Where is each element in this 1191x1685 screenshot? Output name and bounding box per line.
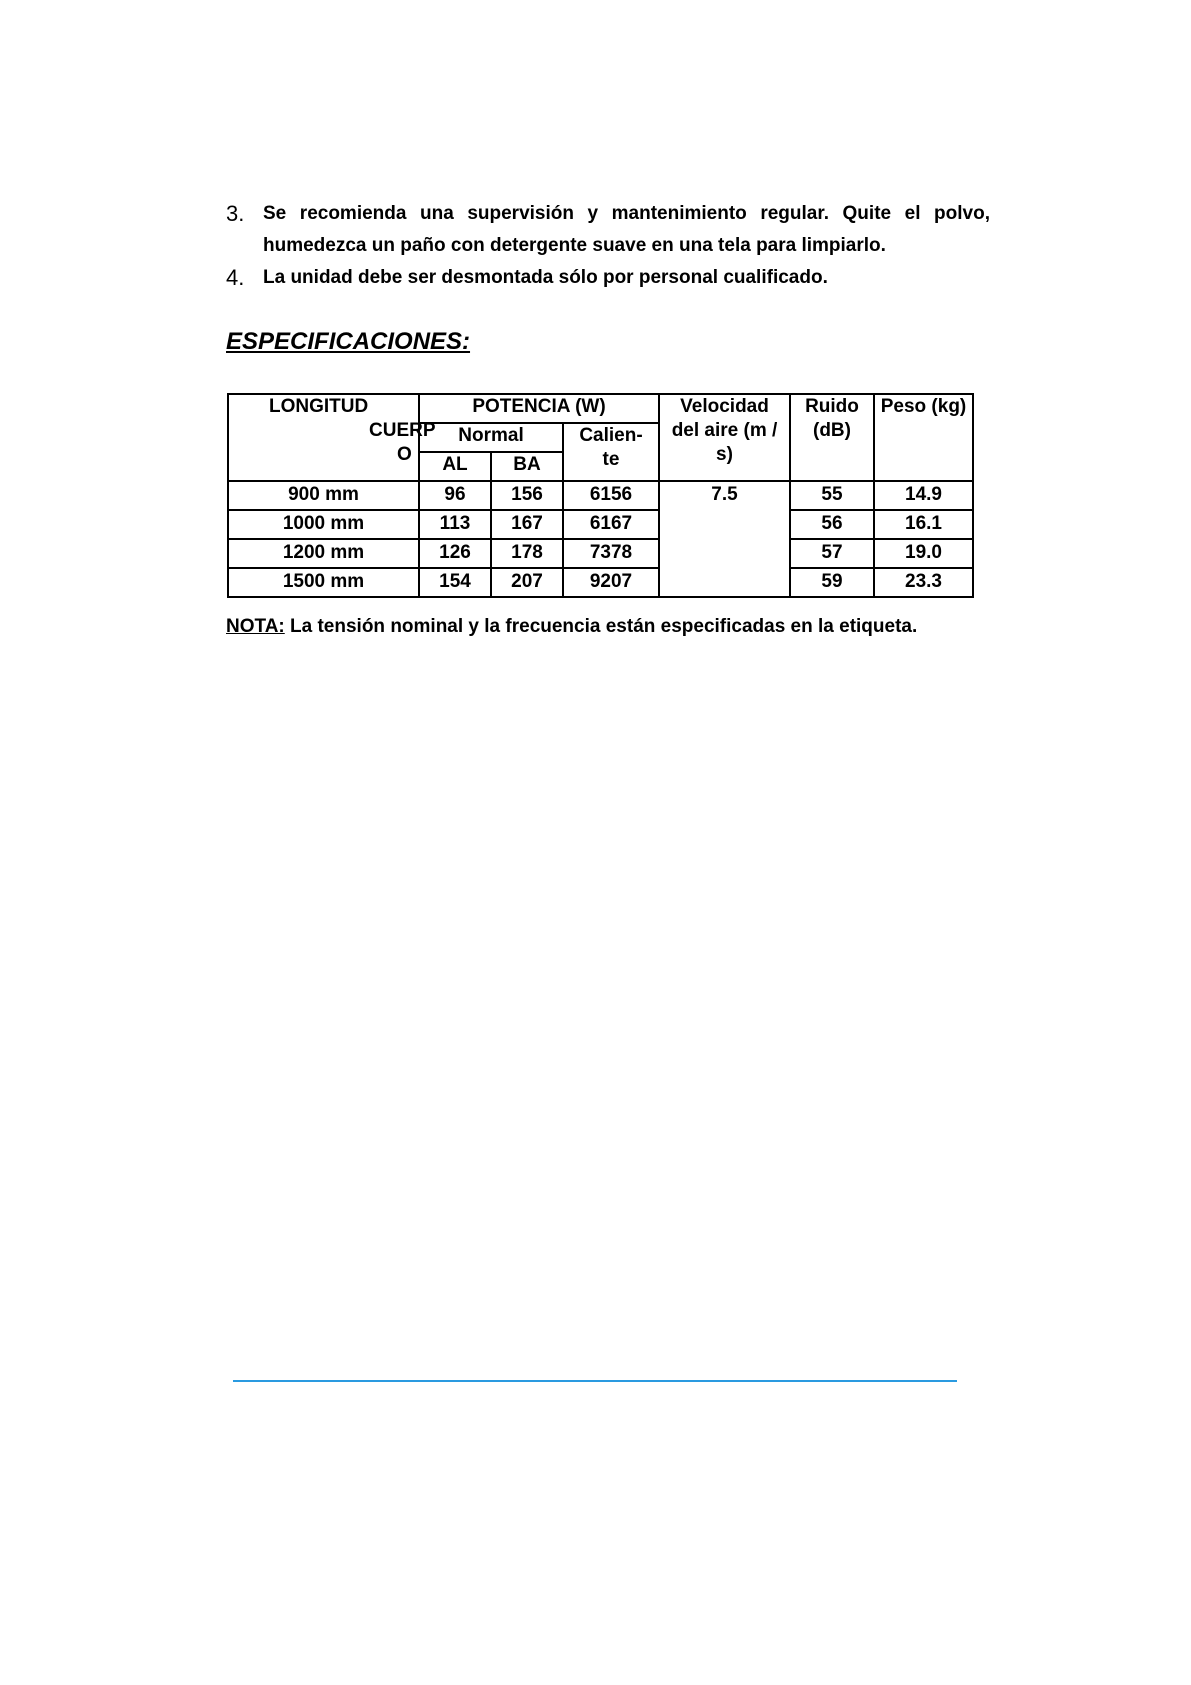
section-title: ESPECIFICACIONES: — [226, 328, 471, 355]
cell-weight: 16.1 — [874, 510, 973, 539]
cell-hot: 6156 — [563, 481, 659, 510]
list-number-3: 3. — [226, 201, 245, 226]
list-item-4 — [226, 262, 990, 294]
cell-ba: 207 — [491, 568, 563, 597]
list-text-3: Se recomienda una supervisión y mantenimiento regular. Quite el polvo, humedezca un paño con detergente suave en una tela para limpiarlo. — [263, 203, 990, 256]
cell-length: 1200 mm — [228, 539, 419, 568]
table-row — [228, 539, 973, 568]
cell-noise: 56 — [790, 510, 874, 539]
cell-noise: 59 — [790, 568, 874, 597]
cell-al: 113 — [419, 510, 491, 539]
header-noise: Ruido (dB) — [790, 394, 874, 481]
table-row — [228, 510, 973, 539]
cell-length: 900 mm — [228, 481, 419, 510]
cell-al: 126 — [419, 539, 491, 568]
list-number-4: 4. — [226, 265, 245, 290]
cell-weight: 14.9 — [874, 481, 973, 510]
header-hot: Calien- te — [563, 423, 659, 481]
cell-length: 1000 mm — [228, 510, 419, 539]
header-normal: Normal — [419, 423, 563, 452]
cell-length: 1500 mm — [228, 568, 419, 597]
table-row — [228, 481, 973, 510]
cell-ba: 167 — [491, 510, 563, 539]
cell-ba: 156 — [491, 481, 563, 510]
cell-hot: 7378 — [563, 539, 659, 568]
cell-noise: 57 — [790, 539, 874, 568]
cell-hot: 6167 — [563, 510, 659, 539]
footer-divider — [233, 1380, 957, 1382]
header-power: POTENCIA (W) — [419, 394, 659, 423]
cell-al: 154 — [419, 568, 491, 597]
cell-weight: 19.0 — [874, 539, 973, 568]
cell-weight: 23.3 — [874, 568, 973, 597]
header-air-speed: Velocidad del aire (m / s) — [659, 394, 790, 481]
list-text-4: La unidad debe ser desmontada sólo por personal cualificado. — [263, 267, 828, 288]
header-length — [228, 394, 436, 481]
list-item-3 — [226, 198, 990, 262]
header-length-line2: CUERP — [369, 420, 436, 441]
note — [226, 616, 917, 638]
cell-noise: 55 — [790, 481, 874, 510]
cell-al: 96 — [419, 481, 491, 510]
note-text: La tensión nominal y la frecuencia están especificadas en la etiqueta. — [284, 616, 918, 637]
header-length-line3: O — [397, 444, 412, 465]
table-row — [228, 568, 973, 597]
cell-hot: 9207 — [563, 568, 659, 597]
cell-ba: 178 — [491, 539, 563, 568]
header-ba: BA — [491, 452, 563, 481]
cell-air-speed: 7.5 — [659, 481, 790, 597]
header-length-line1: LONGITUD — [269, 396, 369, 417]
note-label: NOTA: — [226, 616, 285, 637]
header-weight: Peso (kg) — [874, 394, 973, 481]
header-al: AL — [419, 452, 491, 481]
specifications-table — [227, 393, 974, 598]
